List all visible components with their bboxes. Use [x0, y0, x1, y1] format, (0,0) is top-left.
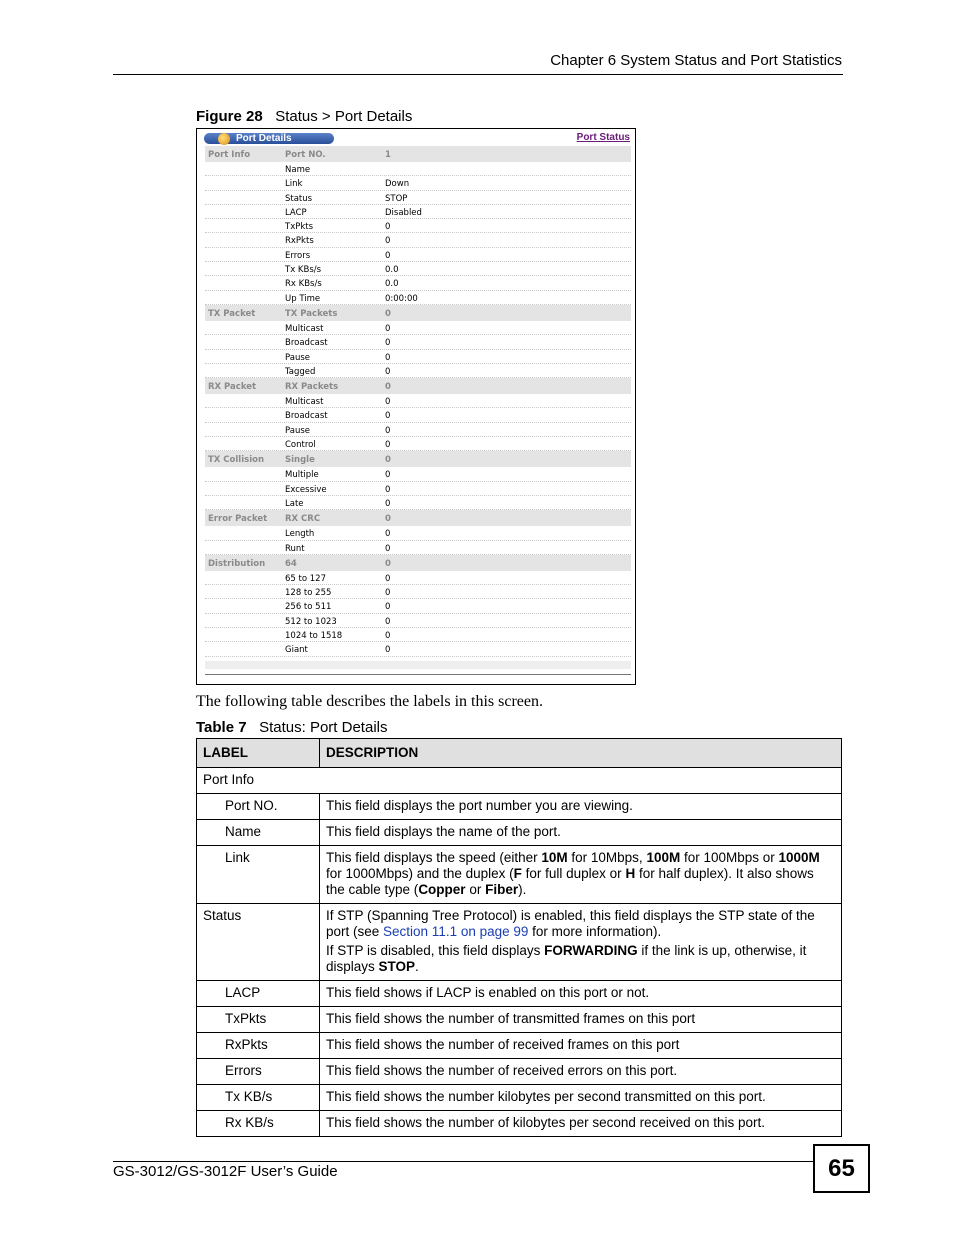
field-value: STOP — [385, 193, 408, 204]
field-value: 0 — [385, 222, 391, 233]
table-row — [197, 1111, 842, 1137]
desc-bold: H — [625, 866, 636, 881]
table-row — [197, 981, 842, 1007]
field-value: 0.0 — [385, 265, 399, 276]
desc-text: for half duplex). It also shows the cable type ( — [326, 866, 814, 897]
desc-bold: F — [513, 866, 522, 881]
detail-row — [205, 321, 631, 335]
field-label: Multiple — [285, 470, 319, 481]
detail-row — [205, 191, 631, 205]
figure-bottom-rule — [205, 674, 631, 675]
desc-text: This field displays the speed (either — [326, 850, 542, 865]
row-description: This field displays the name of the port. — [320, 820, 842, 846]
table-header-row — [197, 739, 842, 768]
group-label: RX Packet — [208, 382, 257, 393]
field-value: 0 — [385, 250, 391, 261]
table-caption-text: Status: Port Details — [259, 719, 388, 736]
detail-row — [205, 585, 631, 599]
table-row — [197, 846, 842, 904]
field-value: 0 — [385, 236, 391, 247]
field-label: TxPkts — [285, 222, 314, 233]
field-value: 0 — [385, 558, 391, 569]
desc-bold: 10M — [541, 850, 568, 865]
field-label: Excessive — [285, 484, 327, 495]
row-description: This field shows if LACP is enabled on this port or not. — [320, 981, 842, 1007]
field-label: 65 to 127 — [285, 573, 326, 584]
detail-row — [205, 205, 631, 219]
row-description — [320, 846, 842, 904]
group-label: TX Collision — [208, 455, 264, 466]
detail-row — [205, 526, 631, 540]
desc-text: If STP (Spanning Tree Protocol) is enabled, this field displays the STP state of the port (see — [326, 908, 815, 939]
header-rule — [113, 74, 843, 75]
table-row — [197, 768, 842, 794]
table-row — [197, 904, 842, 981]
desc-bold: STOP — [378, 959, 416, 974]
field-label: RX CRC — [285, 514, 321, 525]
detail-row — [205, 599, 631, 613]
detail-row — [205, 394, 631, 408]
port-info-group: Port Info — [197, 768, 842, 794]
desc-text: for full duplex or — [521, 866, 626, 881]
field-label: Runt — [285, 543, 305, 554]
field-label: Status — [285, 193, 313, 204]
row-description: This field displays the port number you are viewing. — [320, 794, 842, 820]
field-label: Up Time — [285, 293, 321, 304]
field-value: 0 — [385, 455, 391, 466]
col-description-header: DESCRIPTION — [320, 739, 842, 768]
field-value: 0 — [385, 308, 391, 319]
field-label: Tagged — [285, 366, 316, 377]
detail-row — [205, 467, 631, 481]
detail-row — [205, 496, 631, 510]
section-row — [205, 305, 631, 321]
desc-bold: Fiber — [485, 882, 519, 897]
desc-text: for 1000Mbps) and the duplex ( — [326, 866, 514, 881]
section-link[interactable]: Section 11.1 on page 99 — [383, 924, 529, 939]
row-label: Errors — [197, 1059, 320, 1085]
desc-bold: Copper — [418, 882, 466, 897]
desc-text: ). — [518, 882, 527, 897]
group-label: Port Info — [208, 150, 251, 160]
row-label: LACP — [197, 981, 320, 1007]
table-row — [197, 1007, 842, 1033]
field-label: TX Packets — [285, 308, 338, 319]
field-value: 0 — [385, 366, 391, 377]
field-label: 256 to 511 — [285, 602, 332, 613]
section-row — [205, 555, 631, 571]
status-paragraph-1 — [326, 908, 835, 940]
field-value: Down — [385, 179, 410, 190]
row-description — [320, 904, 842, 981]
page-number: 65 — [813, 1144, 870, 1193]
section-row — [205, 510, 631, 526]
field-label: Late — [285, 498, 304, 509]
field-value: 0 — [385, 425, 391, 436]
field-value: 1 — [385, 150, 391, 160]
chapter-header: Chapter 6 System Status and Port Statistics — [550, 52, 842, 69]
field-label: 128 to 255 — [285, 588, 332, 599]
desc-text: If STP is disabled, this field displays — [326, 943, 545, 958]
field-value: 0 — [385, 616, 391, 627]
field-label: Control — [285, 440, 316, 451]
figure-caption-text: Status > Port Details — [275, 108, 413, 125]
group-label: TX Packet — [208, 308, 256, 319]
field-label: Errors — [285, 250, 311, 261]
detail-row — [205, 571, 631, 585]
field-label: LACP — [285, 207, 307, 218]
detail-row — [205, 291, 631, 305]
desc-text: for 10Mbps, — [567, 850, 647, 865]
field-value: 0 — [385, 543, 391, 554]
field-label: 1024 to 1518 — [285, 631, 343, 642]
field-label: Name — [285, 165, 311, 175]
detail-row — [205, 350, 631, 364]
field-value: 0 — [385, 338, 391, 349]
row-label: RxPkts — [197, 1033, 320, 1059]
port-details-screenshot — [196, 128, 636, 685]
field-label: RxPkts — [285, 236, 314, 247]
group-label: Distribution — [208, 558, 266, 569]
row-description: This field shows the number of received frames on this port — [320, 1033, 842, 1059]
field-value: 0 — [385, 645, 391, 656]
field-value: 0:00:00 — [385, 293, 418, 304]
section-row — [205, 451, 631, 467]
desc-bold: 1000M — [778, 850, 820, 865]
port-details-rows — [205, 146, 631, 657]
field-value: 0 — [385, 573, 391, 584]
field-value: 0 — [385, 440, 391, 451]
field-label: RX Packets — [285, 382, 339, 393]
detail-row — [205, 176, 631, 190]
desc-bold: FORWARDING — [544, 943, 638, 958]
row-label: Port NO. — [197, 794, 320, 820]
figure-caption-label: Figure 28 — [196, 108, 263, 125]
detail-row — [205, 423, 631, 437]
row-label: Name — [197, 820, 320, 846]
figure-caption — [196, 108, 412, 125]
table-row — [197, 794, 842, 820]
detail-row — [205, 614, 631, 628]
table-caption — [196, 719, 387, 736]
row-label: Status — [197, 904, 320, 981]
detail-row — [205, 219, 631, 233]
field-value: 0 — [385, 352, 391, 363]
row-label: Link — [197, 846, 320, 904]
field-value: 0 — [385, 498, 391, 509]
desc-text: for 100Mbps or — [680, 850, 779, 865]
field-value: 0 — [385, 484, 391, 495]
field-value: 0 — [385, 602, 391, 613]
desc-bold: 100M — [646, 850, 681, 865]
field-label: Broadcast — [285, 338, 328, 349]
row-description: This field shows the number of received errors on this port. — [320, 1059, 842, 1085]
field-value: 0.0 — [385, 279, 399, 290]
section-row — [205, 378, 631, 394]
field-label: 512 to 1023 — [285, 616, 337, 627]
status-paragraph-2 — [326, 943, 835, 975]
port-details-title: Port Details — [236, 133, 292, 144]
desc-text: . — [415, 959, 419, 974]
footer-rule — [113, 1161, 813, 1162]
field-value: 0 — [385, 323, 391, 334]
row-label: Tx KB/s — [197, 1085, 320, 1111]
detail-row — [205, 482, 631, 496]
field-label: Pause — [285, 352, 310, 363]
table-caption-label: Table 7 — [196, 719, 247, 736]
detail-row — [205, 541, 631, 555]
figure-bottom-band — [205, 661, 631, 669]
field-label: Broadcast — [285, 411, 328, 422]
field-value: 0 — [385, 470, 391, 481]
detail-row — [205, 248, 631, 262]
section-row — [205, 146, 631, 162]
port-details-title-bar — [204, 133, 334, 144]
field-value: 0 — [385, 588, 391, 599]
detail-row — [205, 276, 631, 290]
field-value: 0 — [385, 411, 391, 422]
detail-row — [205, 262, 631, 276]
table-row — [197, 1085, 842, 1111]
group-label: Error Packet — [208, 514, 268, 525]
field-label: Giant — [285, 645, 308, 656]
port-status-link[interactable]: Port Status — [576, 132, 630, 143]
row-label: Rx KB/s — [197, 1111, 320, 1137]
field-label: Rx KBs/s — [285, 279, 322, 290]
field-label: Length — [285, 529, 315, 540]
detail-row — [205, 162, 631, 176]
field-label: 64 — [285, 558, 297, 569]
field-value: 0 — [385, 382, 391, 393]
detail-row — [205, 437, 631, 451]
description-table — [196, 738, 842, 1137]
field-value: 0 — [385, 514, 391, 525]
row-description: This field shows the number of transmitted frames on this port — [320, 1007, 842, 1033]
intro-paragraph: The following table describes the labels in this screen. — [196, 693, 544, 710]
detail-row — [205, 642, 631, 656]
field-label: Multicast — [285, 397, 324, 408]
desc-text: or — [465, 882, 486, 897]
detail-row — [205, 408, 631, 422]
field-value: Disabled — [385, 207, 422, 218]
table-row — [197, 820, 842, 846]
col-label-header: LABEL — [197, 739, 320, 768]
desc-text: if the link is up, otherwise, it displays — [326, 943, 807, 974]
row-label: TxPkts — [197, 1007, 320, 1033]
detail-row — [205, 335, 631, 349]
table-row — [197, 1033, 842, 1059]
table-row — [197, 1059, 842, 1085]
field-label: Single — [285, 455, 315, 466]
footer-guide-title: GS-3012/GS-3012F User’s Guide — [113, 1163, 338, 1180]
row-description: This field shows the number of kilobytes per second received on this port. — [320, 1111, 842, 1137]
detail-row — [205, 364, 631, 378]
field-label: Port NO. — [285, 150, 326, 160]
detail-row — [205, 233, 631, 247]
row-description: This field shows the number kilobytes per second transmitted on this port. — [320, 1085, 842, 1111]
field-value: 0 — [385, 529, 391, 540]
field-value: 0 — [385, 631, 391, 642]
port-icon — [218, 133, 230, 145]
field-label: Multicast — [285, 323, 324, 334]
desc-text: for more information). — [528, 924, 662, 939]
field-value: 0 — [385, 397, 391, 408]
field-label: Link — [285, 179, 303, 190]
detail-row — [205, 628, 631, 642]
field-label: Tx KBs/s — [285, 265, 322, 276]
field-label: Pause — [285, 425, 310, 436]
